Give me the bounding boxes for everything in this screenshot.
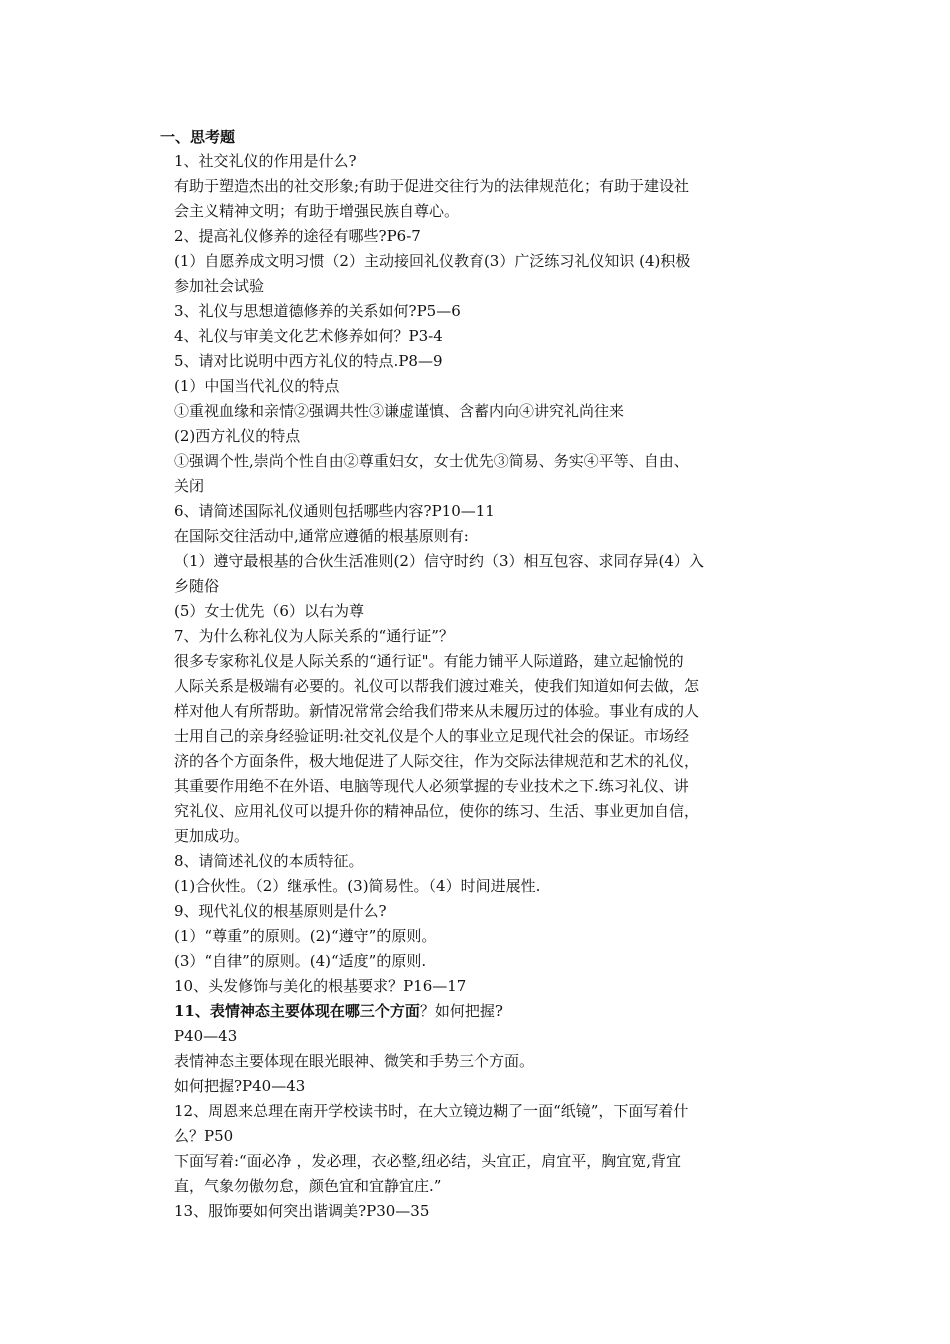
text-line: 士用自己的亲身经验证明:社交礼仪是个人的事业立足现代社会的保证。市场经 [174,727,690,745]
text-line: (1）中国当代礼仪的特点 [174,377,340,395]
text-line: (2)西方礼仪的特点 [174,427,301,445]
text-line: 很多专家称礼仪是人际关系的“通行证"。有能力铺平人际道路，建立起愉悦的 [174,652,684,670]
text-line: (3）“自律”的原则。(4)“适度”的原则. [174,952,427,970]
text-line: 下面写着:“面必净 ，发必理，衣必整,纽必结，头宜正，肩宜平，胸宜宽,背宜 [174,1152,682,1170]
text-line: 10、头发修饰与美化的根基要求？P16—17 [174,977,467,995]
text-line: 参加社会试验 [174,277,265,295]
section-heading: 一、思考题 [160,128,236,146]
text-line: 12、周恩来总理在南开学校读书时，在大立镜边糊了一面“纸镜”，下面写着什 [174,1102,689,1120]
text-line: 乡随俗 [174,577,220,595]
text-lines [174,149,792,1224]
text-line: P40—43 [174,1027,238,1045]
text-line: (5）女士优先（6）以右为尊 [174,602,364,620]
text-line: （1）遵守最根基的合伙生活准则(2）信守时约（3）相互包容、求同存异(4）入 [174,552,704,570]
text-line: ①强调个性,崇尚个性自由②尊重妇女，女士优先③简易、务实④平等、自由、 [174,452,689,470]
text-line: 1、社交礼仪的作用是什么? [174,152,357,170]
text-line: 4、礼仪与审美文化艺术修养如何？P3-4 [174,327,443,345]
document-body [152,125,792,1224]
text-line: 9、现代礼仪的根基原则是什么? [174,902,387,920]
text-line: 么？P50 [174,1127,234,1145]
text-line: 样对他人有所帮助。新情况常常会给我们带来从未履历过的体验。事业有成的人 [174,702,700,720]
text-line: 会主义精神文明；有助于增强民族自尊心。 [174,202,460,220]
text-line: 关闭 [174,477,205,495]
text-line: 直，气象勿傲勿怠，颜色宜和宜静宜庄.” [174,1177,442,1195]
text-line: (1）“尊重”的原则。(2)“遵守”的原则。 [174,927,437,945]
text-line-question-11 [174,999,792,1024]
text-line: (1）自愿养成文明习惯（2）主动接回礼仪教育(3）广泛练习礼仪知识 (4)积极 [174,252,691,270]
text-line: 如何把握?P40—43 [174,1077,306,1095]
text-line: 5、请对比说明中西方礼仪的特点.P8—9 [174,352,443,370]
text-line: 在国际交往活动中,通常应遵循的根基原则有: [174,527,469,545]
text-line: 究礼仪、应用礼仪可以提升你的精神品位，使你的练习、生活、事业更加自信， [174,802,700,820]
text-line: 更加成功。 [174,827,250,845]
text-line: 6、请简述国际礼仪通则包括哪些内容?P10—11 [174,502,495,520]
text-line: 13、服饰要如何突出谐调美?P30—35 [174,1202,430,1220]
question-11-bold: 11、表情神态主要体现在哪三个方面 [174,1002,420,1020]
text-line: 济的各个方面条件，极大地促进了人际交往，作为交际法律规范和艺术的礼仪， [174,752,700,770]
text-line: 人际关系是极端有必要的。礼仪可以帮我们渡过难关，使我们知道如何去做，怎 [174,677,700,695]
text-line: 表情神态主要体现在眼光眼神、微笑和手势三个方面。 [174,1052,535,1070]
text-line: 2、提高礼仪修养的途径有哪些?P6-7 [174,227,421,245]
text-line: 有助于塑造杰出的社交形象;有助于促进交往行为的法律规范化；有助于建设社 [174,177,690,195]
text-line: ①重视血缘和亲情②强调共性③谦虚谨慎、含蓄内向④讲究礼尚往来 [174,402,625,420]
text-line: 7、为什么称礼仪为人际关系的“通行证”？ [174,627,454,645]
text-line: 3、礼仪与思想道德修养的关系如何?P5—6 [174,302,461,320]
text-line: 其重要作用绝不在外语、电脑等现代人必须掌握的专业技术之下.练习礼仪、讲 [174,777,689,795]
question-11-suffix: ？如何把握? [419,1002,503,1020]
text-line: 8、请简述礼仪的本质特征。 [174,852,364,870]
text-line: (1)合伙性。（2）继承性。(3)简易性。（4）时间进展性. [174,877,541,895]
